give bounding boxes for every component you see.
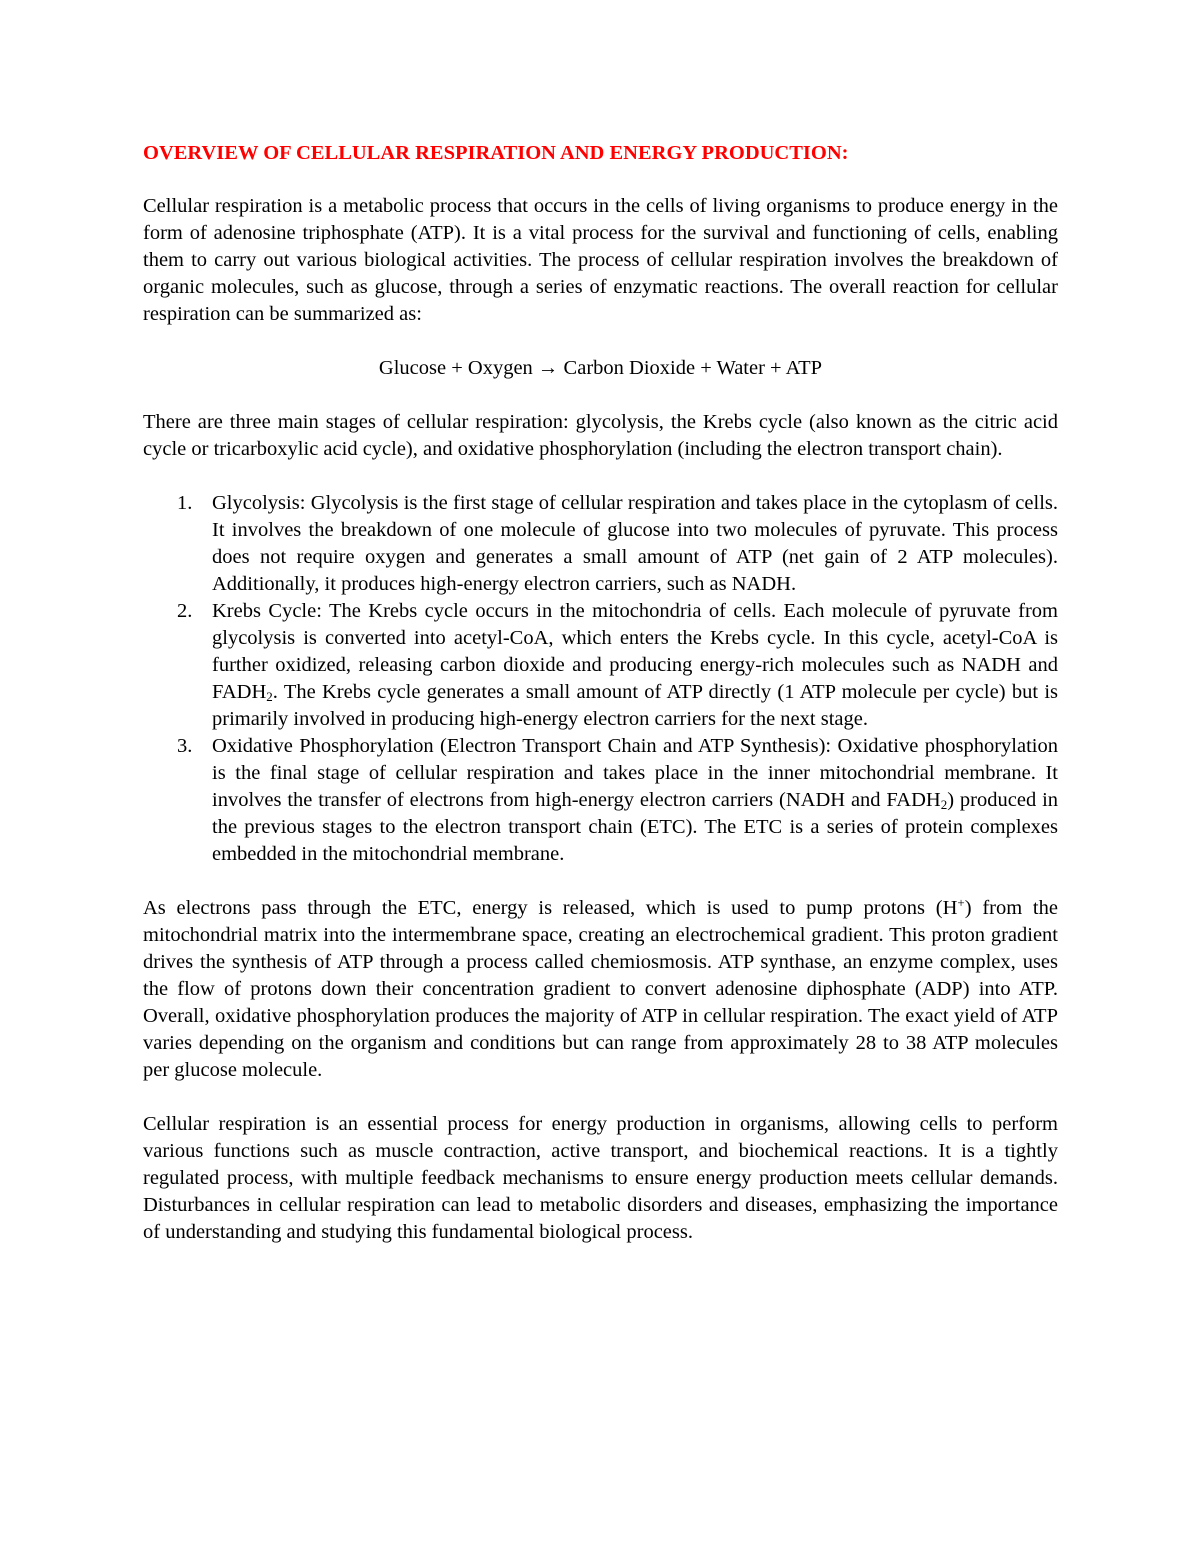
respiration-equation: Glucose + Oxygen → Carbon Dioxide + Water + ATP <box>378 357 823 379</box>
etc-paragraph: As electrons pass through the ETC, energy is released, which is used to pump protons (H+) from the mitochondrial matrix into the intermembrane space, creating an electrochemical gradient. This proton gradient drives the synthesis of ATP through a process called chemiosmosis. ATP synthase, an enzyme complex, uses the flow of protons down their concentration gradient to convert adenosine diphosphate (ADP) into ATP. Overall, oxidative phosphorylation produces the majority of ATP in cellular respiration. The exact yield of ATP varies depending on the organism and conditions but can range from approximately 28 to 38 ATP molecules per glucose molecule. <box>143 895 1058 1081</box>
document-page <box>143 140 1058 1246</box>
stages-intro-paragraph: There are three main stages of cellular respiration: glycolysis, the Krebs cycle (also known as the citric acid cycle or tricarboxylic acid cycle), and oxidative phosphorylation (including the electron transport chain). <box>143 411 1058 460</box>
list-item-number: 2. <box>177 600 193 622</box>
list-item-text: Oxidative Phosphorylation (Electron Transport Chain and ATP Synthesis): Oxidative phosphorylation is the final stage of cellular respiration and takes place in the inner mitochondrial membrane. It involves the transfer of electrons from high-energy electron carriers (NADH and $FADH_2$) produced in the previous stages to the electron transport chain (ETC). The ETC is a series of protein complexes embedded in the mitochondrial membrane. <box>212 735 1059 865</box>
list-item-krebs-cycle <box>143 598 1058 733</box>
list-item-number: 3. <box>177 735 193 757</box>
list-item-text: Krebs Cycle: The Krebs cycle occurs in the mitochondria of cells. Each molecule of pyruvate from glycolysis is converted into acetyl-CoA, which enters the Krebs cycle. In this cycle, acetyl-CoA is further oxidized, releasing carbon dioxide and producing energy-rich molecules such as NADH and $FADH_2$. The Krebs cycle generates a small amount of ATP directly (1 ATP molecule per cycle) but is primarily involved in producing high-energy electron carriers for the next stage. <box>212 600 1058 730</box>
document-title: OVERVIEW OF CELLULAR RESPIRATION AND ENERGY PRODUCTION: <box>143 142 849 164</box>
conclusion-paragraph: Cellular respiration is an essential process for energy production in organisms, allowing cells to perform various functions such as muscle contraction, active transport, and biochemical reactions. It is a tightly regulated process, with multiple feedback mechanisms to ensure energy production meets cellular demands. Disturbances in cellular respiration can lead to metabolic disorders and diseases, emphasizing the importance of understanding and studying this fundamental biological process. <box>143 1113 1058 1243</box>
list-item-number: 1. <box>177 492 193 514</box>
list-item-oxidative-phosphorylation <box>143 733 1058 868</box>
list-item-glycolysis <box>143 490 1058 598</box>
list-item-text: Glycolysis: Glycolysis is the first stage of cellular respiration and takes place in the cytoplasm of cells. It involves the breakdown of one molecule of glucose into two molecules of pyruvate. This process does not require oxygen and generates a small amount of ATP (net gain of 2 ATP molecules). Additionally, it produces high-energy electron carriers, such as NADH. <box>212 492 1058 595</box>
intro-paragraph: Cellular respiration is a metabolic process that occurs in the cells of living organisms to produce energy in the form of adenosine triphosphate (ATP). It is a vital process for the survival and functioning of cells, enabling them to carry out various biological activities. The process of cellular respiration involves the breakdown of organic molecules, such as glucose, through a series of enzymatic reactions. The overall reaction for cellular respiration can be summarized as: <box>143 195 1058 325</box>
stages-list <box>143 490 1058 868</box>
